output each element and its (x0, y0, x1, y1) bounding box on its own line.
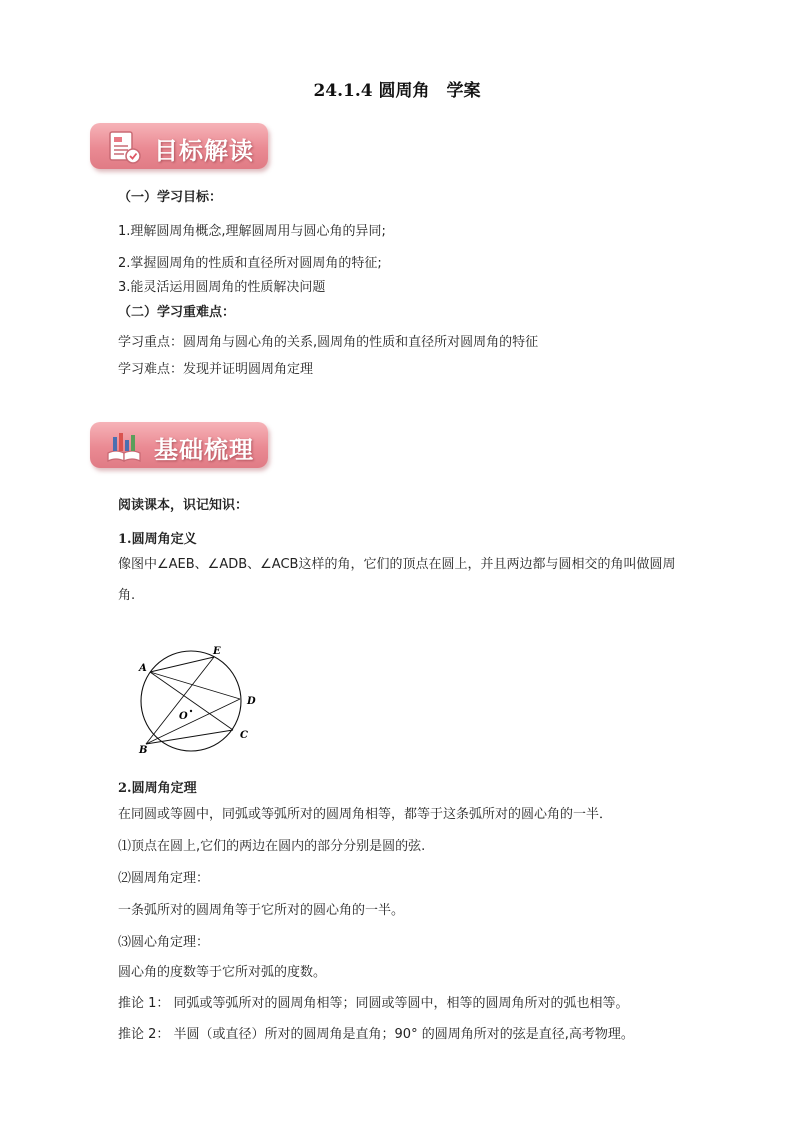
definition-line-2: 角. (118, 588, 136, 603)
corollary-1: 推论 1： 同弧或等弧所对的圆周角相等；同圆或等圆中，相等的圆周角所对的弧也相等。 (118, 996, 629, 1011)
banner-label: 目标解读 (154, 137, 254, 165)
section-banner-basics (90, 422, 268, 468)
inscribed-angle-figure (130, 645, 260, 760)
goal-item: 3.能灵活运用圆周角的性质解决问题 (118, 280, 326, 295)
property-item-2-text: 一条弧所对的圆周角等于它所对的圆心角的一半。 (118, 903, 405, 918)
label-a: A (139, 663, 147, 674)
label-o: O (179, 711, 188, 722)
key-point-text: 学习重点：圆周角与圆心角的关系,圆周角的性质和直径所对圆周角的特征 (118, 335, 539, 350)
section-banner-goals (90, 123, 268, 169)
property-item-3-text: 圆心角的度数等于它所对弧的度数。 (118, 965, 327, 980)
theorem-heading: 2.圆周角定理 (118, 781, 197, 796)
label-b: B (139, 745, 148, 756)
property-item-1: ⑴顶点在圆上,它们的两边在圆内的部分分别是圆的弦. (118, 839, 426, 854)
page-title: 24.1.4 圆周角 学案 (313, 81, 481, 101)
reading-intro: 阅读课本，识记知识： (118, 498, 249, 513)
property-item-2: ⑵圆周角定理： (118, 871, 210, 886)
document-icon (104, 128, 144, 166)
label-c: C (240, 730, 248, 741)
key-difficulty-heading: （二）学习重难点： (118, 305, 236, 320)
definition-line-1: 像图中∠AEB、∠ADB、∠ACB这样的角，它们的顶点在圆上，并且两边都与圆相交的角叫做圆周 (118, 557, 676, 572)
difficulty-text: 学习难点：发现并证明圆周角定理 (118, 362, 314, 377)
goal-item: 2.掌握圆周角的性质和直径所对圆周角的特征; (118, 256, 382, 271)
goal-item: 1.理解圆周角概念,理解圆周用与圆心角的异同; (118, 224, 386, 239)
banner-label: 基础梳理 (154, 436, 254, 464)
corollary-2: 推论 2： 半圆（或直径）所对的圆周角是直角；90° 的圆周角所对的弦是直径,高考物理。 (118, 1027, 634, 1042)
property-item-3: ⑶圆心角定理： (118, 935, 210, 950)
theorem-text: 在同圆或等圆中，同弧或等弧所对的圆周角相等，都等于这条弧所对的圆心角的一半． (118, 807, 613, 822)
label-e: E (213, 646, 221, 657)
goals-heading: （一）学习目标： (118, 190, 223, 205)
label-d: D (247, 696, 256, 707)
definition-heading: 1.圆周角定义 (118, 532, 197, 547)
book-chart-icon (104, 427, 144, 465)
